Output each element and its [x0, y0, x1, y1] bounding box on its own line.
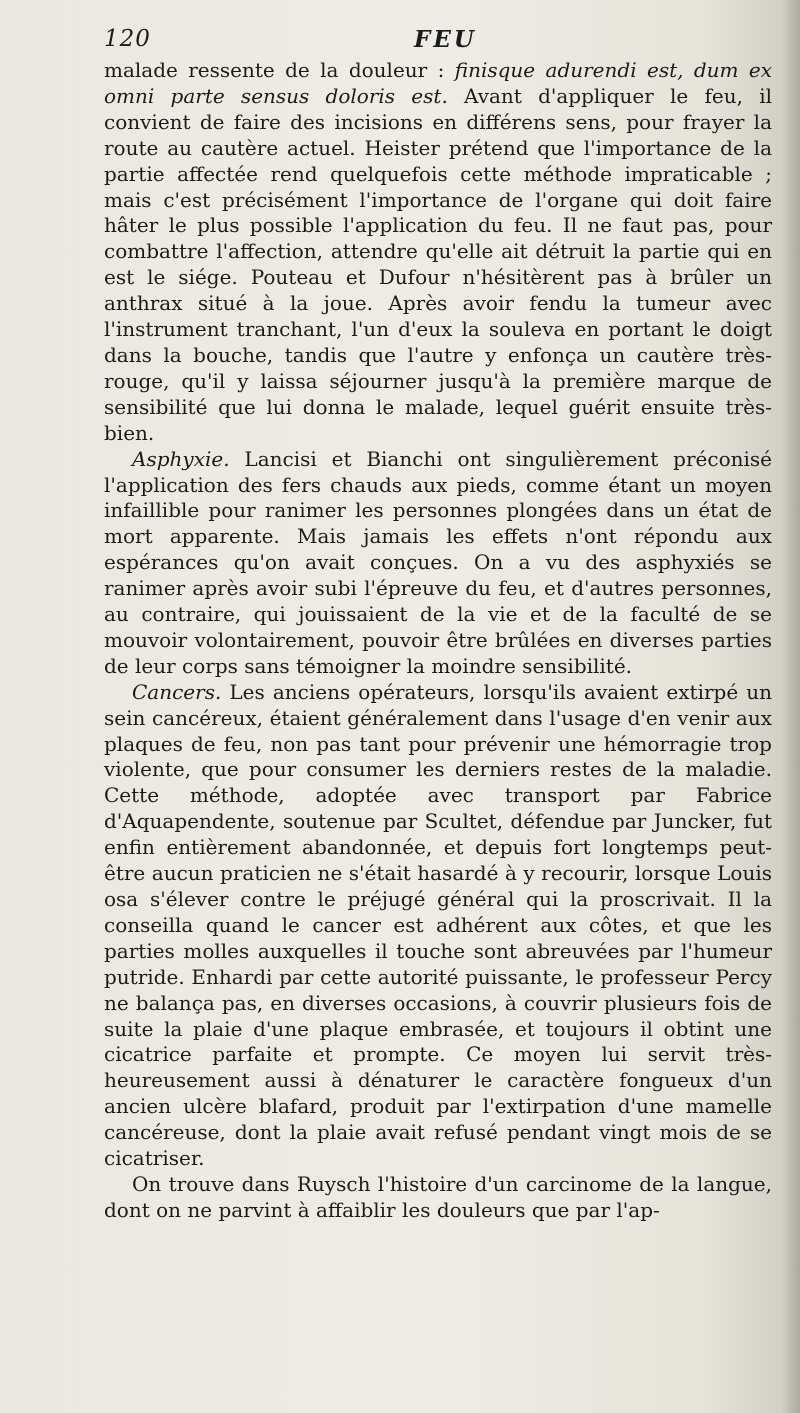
paragraph-text: On trouve dans Ruysch l'histoire d'un carcinome de la langue, dont on ne parvint à affaiblir les douleurs que par l'ap-	[104, 1171, 772, 1222]
paragraph-text: malade ressente de la douleur :	[104, 58, 455, 82]
entry-heading: Asphyxie.	[132, 446, 230, 471]
paragraph-ruysch	[104, 1172, 772, 1224]
entry-heading: Cancers.	[132, 679, 222, 704]
body-text	[104, 58, 772, 1224]
page-number: 120	[104, 26, 151, 52]
paragraph-asphyxie	[104, 447, 772, 680]
latin-quotation: finisque adurendi est, dum ex omni parte sensus doloris est.	[104, 58, 772, 108]
running-head: FEU	[414, 26, 477, 53]
paragraph-continued	[104, 58, 772, 447]
paragraph-cancers	[104, 680, 772, 1172]
page-header	[104, 26, 774, 56]
paragraph-text: Les anciens opérateurs, lorsqu'ils avaient extirpé un sein cancéreux, étaient généralement dans l'usage d'en venir aux plaques de feu, non pas tant pour prévenir une hémorragie trop violente, que pour consumer les derniers restes de la maladie. Cette méthode, adoptée avec transport par Fabrice d'Aquapendente, soutenue par Scultet, défendue par Juncker, fut enfin entièrement abandonnée, et depuis fort longtemps peut-être aucun praticien ne s'était hasardé à y recourir, lorsque Louis osa s'élever contre le préjugé général qui la proscrivait. Il la conseilla quand le cancer est adhérent aux côtes, et que les parties molles auxquelles il touche sont abreuvées par l'humeur putride. Enhardi par cette autorité puissante, le professeur Percy ne balança pas, en diverses occasions, à couvrir plusieurs fois de suite la plaie d'une plaque embrasée, et toujours il obtint une cicatrice parfaite et prompte. Ce moyen lui servit très-heureusement aussi à dénaturer le caractère fongueux d'un ancien ulcère blafard, produit par l'extirpation d'une mamelle cancéreuse, dont la plaie avait refusé pendant vingt mois de se cicatriser.	[104, 679, 772, 1171]
page-edge-shadow	[782, 0, 800, 1413]
paragraph-text: Avant d'appliquer le feu, il convient de faire des incisions en différens sens, pour frayer la route au cautère actuel. Heister prétend que l'importance de la partie affectée rend quelquefois cette méthode impraticable ; mais c'est précisément l'importance de l'organe qui doit faire hâter le plus possible l'application du feu. Il ne faut pas, pour combattre l'affection, attendre qu'elle ait détruit la partie qui en est le siége. Pouteau et Dufour n'hésitèrent pas à brûler un anthrax situé à la joue. Après avoir fendu la tumeur avec l'instrument tranchant, l'un d'eux la souleva en portant le doigt dans la bouche, tandis que l'autre y enfonça un cautère très-rouge, qu'il y laissa séjourner jusqu'à la première marque de sensibilité que lui donna le malade, lequel guérit ensuite très-bien.	[104, 83, 773, 445]
paragraph-text: Lancisi et Bianchi ont singulièrement préconisé l'application des fers chauds aux pieds, comme étant un moyen infaillible pour ranimer les personnes plongées dans un état de mort apparente. Mais jamais les effets n'ont répondu aux espérances qu'on avait conçues. On a vu des asphyxiés se ranimer après avoir subi l'épreuve du feu, et d'autres personnes, au contraire, qui jouissaient de la vie et de la faculté de se mouvoir volontairement, pouvoir être brûlées en diverses parties de leur corps sans témoigner la moindre sensibilité.	[104, 446, 772, 678]
